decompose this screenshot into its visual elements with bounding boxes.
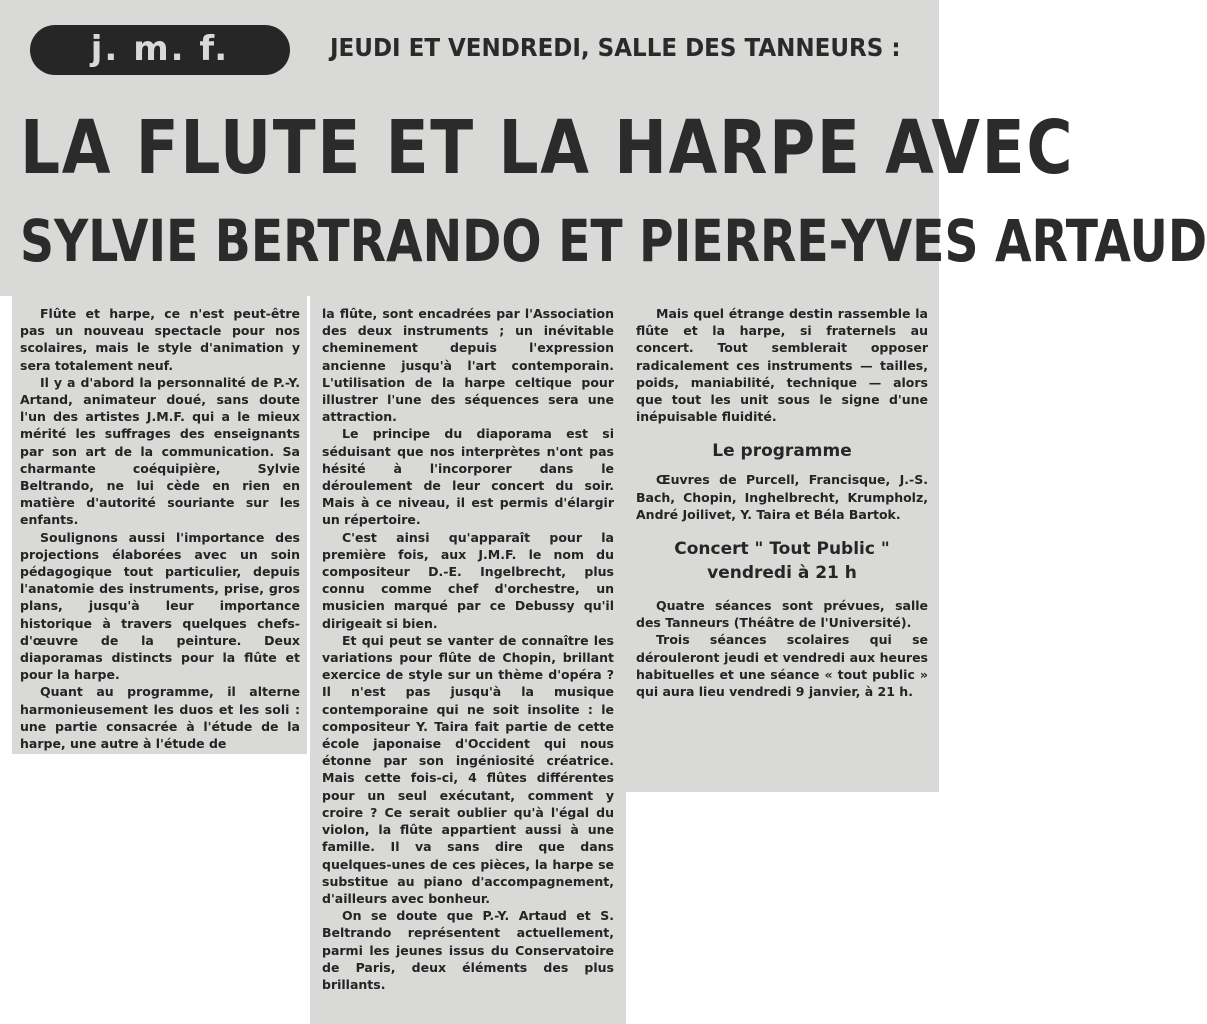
article-column-2 xyxy=(322,305,614,993)
concert-heading xyxy=(636,537,928,585)
headline-line2: SYLVIE BERTRANDO ET PIERRE-YVES ARTAUD xyxy=(20,207,1207,275)
column1-paragraph: Il y a d'abord la personnalité de P.-Y. Artand, animateur doué, sans doute l'un des artistes J.M.F. qui a le mieux mérité les suffrages des enseignants par son art de la communication. Sa charmante coéquipière, Sylvie Beltrando, ne lui cède en rien en matière d'autorité souriante sur les enfants. xyxy=(20,374,300,528)
column2-paragraph: C'est ainsi qu'apparaît pour la première fois, aux J.M.F. le nom du compositeur D.-E. Ingelbrecht, plus connu comme chef d'orchestre, un musicien marqué par ce Debussy qu'il dirigeait si bien. xyxy=(322,529,614,631)
column3-intro: Mais quel étrange destin rassemble la flûte et la harpe, si fraternels au concert. Tout semblerait opposer radicalement ces instruments — tailles, poids, maniabilité, technique — alors que tout les unit sous le signe d'une inépuisable fluidité. xyxy=(636,306,928,425)
concert-heading-line1: Concert " Tout Public " xyxy=(674,539,890,560)
column1-paragraph: Soulignons aussi l'importance des projections élaborées avec un soin pédagogique tout particulier, depuis l'anatomie des instruments, prise, gros plans, jusqu'à leur importance historique à travers quelques chefs-d'œuvre de la peinture. Deux diaporamas distincts pour la flûte et pour la harpe. xyxy=(20,529,300,683)
column1-paragraph: Flûte et harpe, ce n'est peut-être pas un nouveau spectacle pour nos scolaires, mais le style d'animation y sera totalement neuf. xyxy=(20,306,300,373)
column1-paragraph: Quant au programme, il alterne harmonieusement les duos et les soli : une partie consacrée à l'étude de la harpe, une autre à l'étude de xyxy=(20,684,300,752)
jmf-badge: j. m. f. xyxy=(30,25,290,75)
concert-paragraph: Quatre séances sont prévues, salle des Tanneurs (Théâtre de l'Université). xyxy=(636,598,928,631)
programme-heading: Le programme xyxy=(712,441,852,462)
article-column-1 xyxy=(20,305,300,752)
column2-paragraph: Le principe du diaporama est si séduisant que nos interprètes n'ont pas hésité à l'incorporer dans le déroulement de leur concert du soir. Mais à ce niveau, il est permis d'élargir un répertoire. xyxy=(322,426,614,528)
concert-heading-line2: vendredi à 21 h xyxy=(707,563,857,584)
concert-paragraph: Trois séances scolaires qui se dérouleront jeudi et vendredi aux heures habituelles et une séance « tout public » qui aura lieu vendredi 9 janvier, à 21 h. xyxy=(636,632,928,700)
column2-paragraph: la flûte, sont encadrées par l'Association des deux instruments ; un inévitable cheminement depuis l'expression ancienne jusqu'à l'art contemporain. L'utilisation de la harpe celtique pour illustrer l'une des séquences sera une attraction. xyxy=(322,306,614,425)
column2-paragraph: Et qui peut se vanter de connaître les variations pour flûte de Chopin, brillant exercice de style sur un thème d'opéra ? Il n'est pas jusqu'à la musique contemporaine qui ne soit insolite : le compositeur Y. Taira fait partie de cette école japonaise d'Occident qui nous étonne par son ingéniosité créatrice. Mais cette fois-ci, 4 flûtes différentes pour un seul exécutant, comment y croire ? Ce serait oublier qu'à l'égal du violon, la flûte appartient aussi à une famille. Il va sans dire que dans quelques-unes de ces pièces, la harpe se substitue au piano d'accompagnement, d'ailleurs avec bonheur. xyxy=(322,632,614,906)
column2-paragraph: On se doute que P.-Y. Artaud et S. Beltrando représentent actuellement, parmi les jeunes issus du Conservatoire de Paris, deux éléments des plus brillants. xyxy=(322,908,614,992)
programme-text: Œuvres de Purcell, Francisque, J.-S. Bach, Chopin, Inghelbrecht, Krumpholz, André Joilivet, Y. Taira et Béla Bartok. xyxy=(636,472,928,522)
article-column-3 xyxy=(636,305,928,700)
headline-line1: LA FLUTE ET LA HARPE AVEC xyxy=(20,105,1075,191)
kicker-line: JEUDI ET VENDREDI, SALLE DES TANNEURS : xyxy=(330,33,901,62)
